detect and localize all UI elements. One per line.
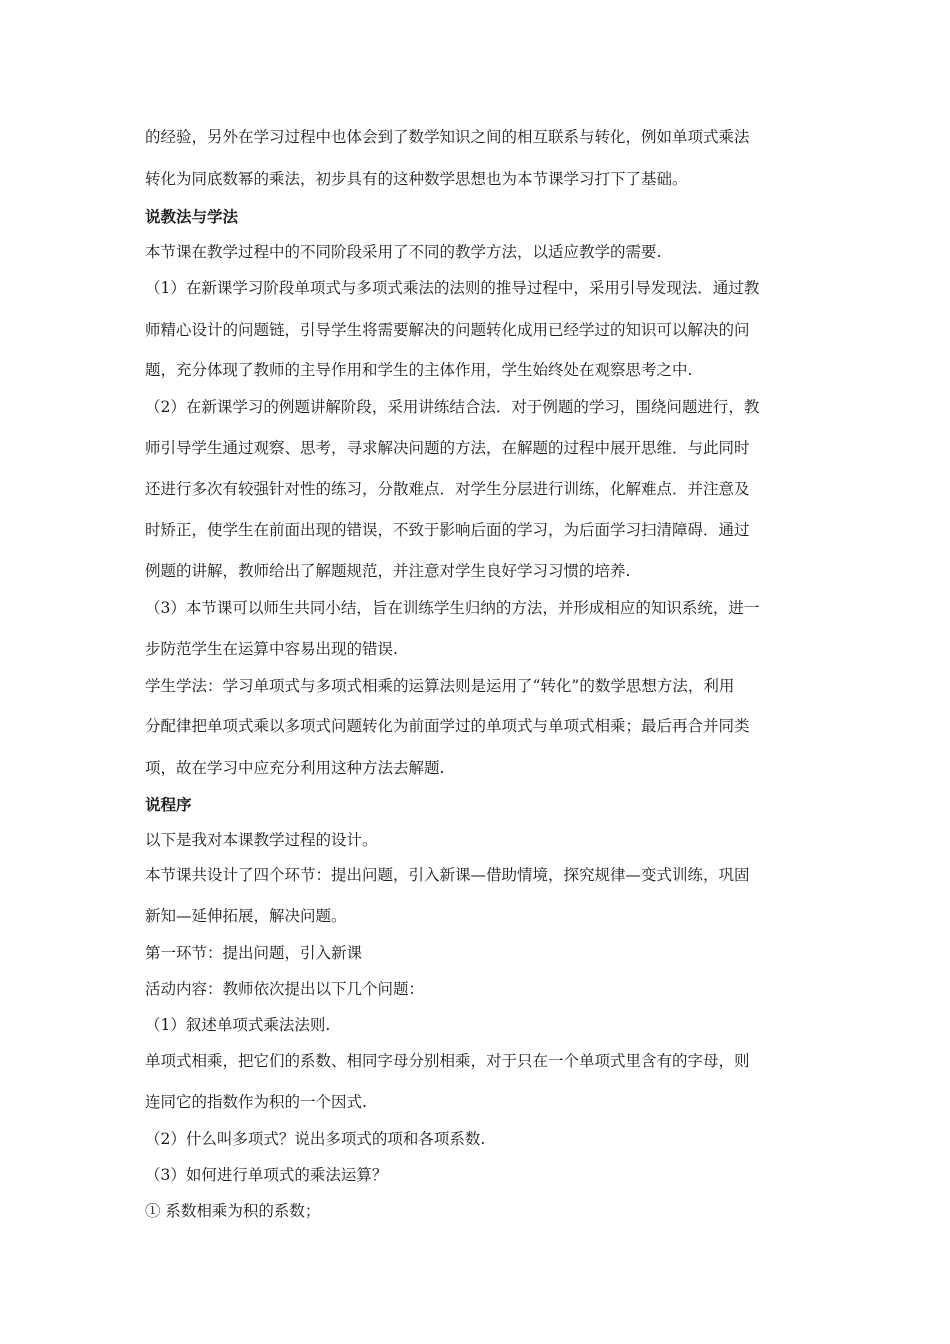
paragraph-line: （3）如何进行单项式的乘法运算？ [145, 1166, 388, 1184]
paragraph-line: 分配律把单项式乘以多项式问题转化为前面学过的单项式与单项式相乘；最后再合并同类 [145, 717, 750, 735]
paragraph-line: （1）在新课学习阶段单项式与多项式乘法的法则的推导过程中，采用引导发现法．通过教 [145, 279, 760, 297]
section-heading-procedure: 说程序 [145, 796, 192, 814]
paragraph-line: 新知—延伸拓展，解决问题。 [145, 907, 347, 925]
paragraph-line: 项，故在学习中应充分利用这种方法去解题. [145, 759, 445, 777]
paragraph-line: 学生学法：学习单项式与多项式相乘的运算法则是运用了“转化”的数学思想方法，利用 [145, 677, 735, 695]
paragraph-line: 连同它的指数作为积的一个因式. [145, 1093, 367, 1111]
paragraph-line: 的经验，另外在学习过程中也体会到了数学知识之间的相互联系与转化，例如单项式乘法 [145, 128, 750, 146]
paragraph-line: 例题的讲解，教师给出了解题规范，并注意对学生良好学习习惯的培养. [145, 562, 631, 580]
section-heading-teaching-methods: 说教法与学法 [145, 208, 239, 226]
paragraph-line: （1）叙述单项式乘法法则. [145, 1016, 331, 1034]
paragraph-line: （2）什么叫多项式？说出多项式的项和各项系数. [145, 1130, 486, 1148]
paragraph-line: 单项式相乘，把它们的系数、相同字母分别相乘，对于只在一个单项式里含有的字母，则 [145, 1052, 750, 1070]
paragraph-line: 时矫正，使学生在前面出现的错误，不致于影响后面的学习，为后面学习扫清障碍．通过 [145, 521, 750, 539]
paragraph-line: ① 系数相乘为积的系数； [145, 1202, 321, 1220]
paragraph-line: 师精心设计的问题链，引导学生将需要解决的问题转化成用已经学过的知识可以解决的问 [145, 321, 750, 339]
paragraph-line: 师引导学生通过观察、思考，寻求解决问题的方法，在解题的过程中展开思维．与此同时 [145, 439, 750, 457]
paragraph-line: 题，充分体现了教师的主导作用和学生的主体作用，学生始终处在观察思考之中. [145, 361, 693, 379]
paragraph-line: 还进行多次有较强针对性的练习，分散难点．对学生分层进行训练，化解难点．并注意及 [145, 480, 750, 498]
paragraph-line: 第一环节：提出问题，引入新课 [145, 944, 363, 962]
paragraph-line: （2）在新课学习的例题讲解阶段，采用讲练结合法．对于例题的学习，围绕问题进行，教 [145, 398, 760, 416]
paragraph-line: （3）本节课可以师生共同小结，旨在训练学生归纳的方法，并形成相应的知识系统，进一 [145, 599, 760, 617]
paragraph-line: 活动内容：教师依次提出以下几个问题： [145, 980, 425, 998]
paragraph-line: 本节课共设计了四个环节：提出问题，引入新课—借助情境，探究规律—变式训练，巩固 [145, 866, 750, 884]
paragraph-line: 以下是我对本课教学过程的设计。 [145, 831, 378, 849]
paragraph-line: 步防范学生在运算中容易出现的错误. [145, 640, 398, 658]
paragraph-line: 转化为同底数幂的乘法，初步具有的这种数学思想也为本节课学习打下了基础。 [145, 170, 688, 188]
paragraph-line: 本节课在教学过程中的不同阶段采用了不同的教学方法，以适应教学的需要. [145, 243, 662, 261]
